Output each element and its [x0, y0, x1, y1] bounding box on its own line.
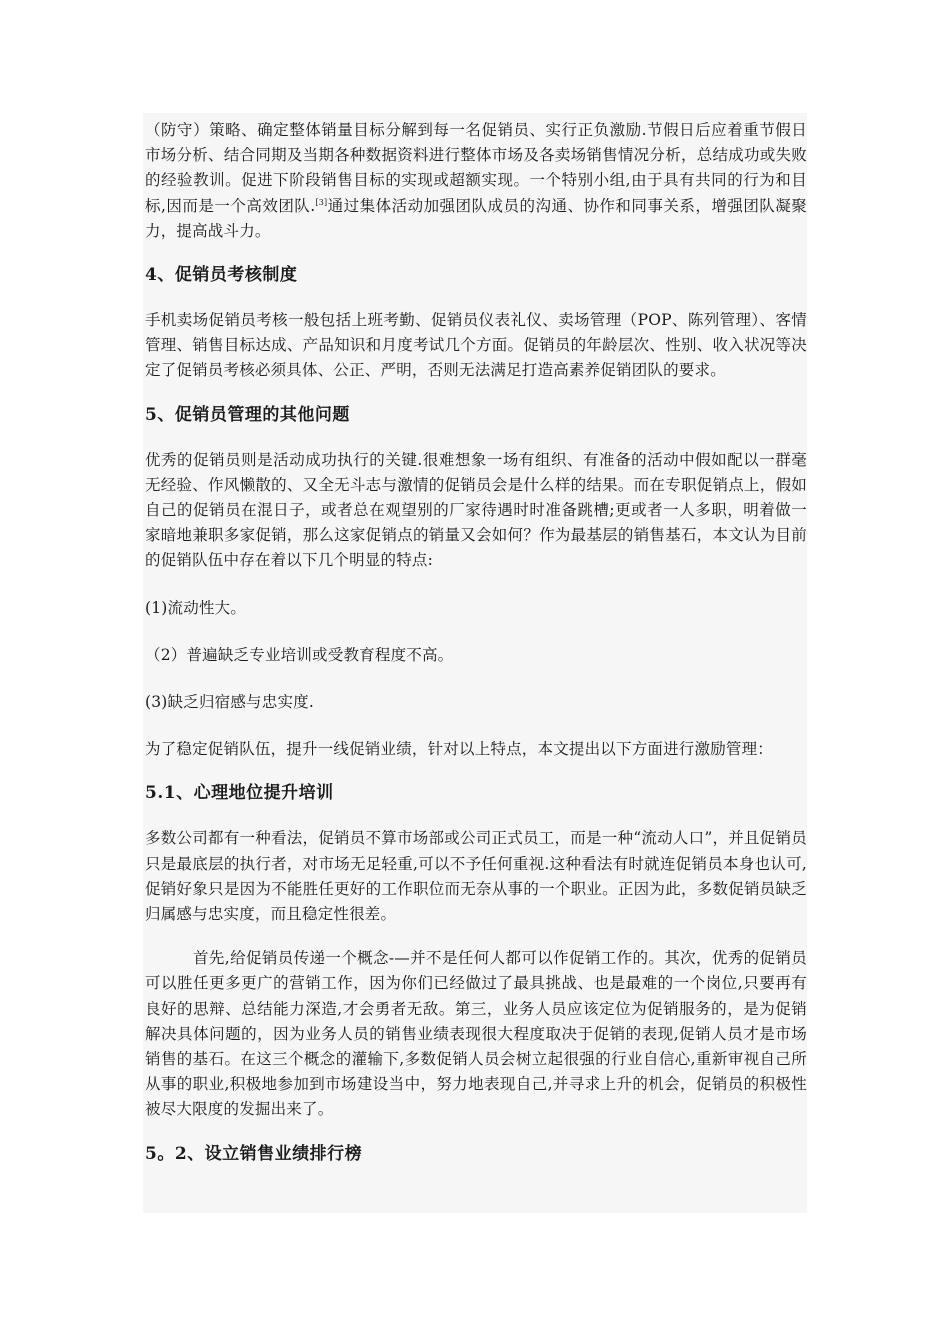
paragraph-mindset-b: 首先,给促销员传递一个概念-—并不是任何人都可以作促销工作的。其次，优秀的促销员可以胜任更多更广的营销工作，因为你们已经做过了最具挑战、也是最难的一个岗位,只要再有良好的思辩、总结能力深造,才会勇者无敌。第三，业务人员应该定位为促销服务的，是为促销解决具体问题的，因为业务人员的销售业绩表现很大程度取决于促销的表现,促销人员才是市场销售的基石。在这三个概念的灌输下,多数促销人员会树立起很强的行业自信心,重新审视自己所从事的职业,积极地参加到市场建设当中，努力地表现自己,并寻求上升的机会，促销员的积极性被尽大限度的发掘出来了。 [145, 949, 807, 1119]
section-heading-5-2: 5。2、设立销售业绩排行榜 [145, 1143, 363, 1164]
paragraph-intro [145, 118, 807, 244]
section-heading-5-1: 5.1、心理地位提升培训 [145, 783, 334, 804]
paragraph-assessment: 手机卖场促销员考核一般包括上班考勤、促销员仪表礼仪、卖场管理（POP、陈列管理）、客情管理、销售目标达成、产品知识和月度考试几个方面。促销员的年龄层次、性别、收入状况等决定了促销员考核必须具体、公正、严明，否则无法满足打造高素养促销团队的要求。 [145, 311, 807, 380]
paragraph-text: 通过集体活动加强团队成员的沟通、协作和同事关系，增强团队凝聚力，提高战斗力。 [145, 196, 807, 240]
section-heading-5: 5、促销员管理的其他问题 [145, 404, 350, 425]
document-body [145, 118, 807, 1166]
paragraph-measures: 为了稳定促销队伍，提升一线促销业绩，针对以上特点，本文提出以下方面进行激励管理： [145, 740, 774, 759]
list-item-3: (3)缺乏归宿感与忠实度. [145, 693, 314, 712]
section-heading-4: 4、促销员考核制度 [145, 265, 298, 286]
citation-ref: [3] [315, 197, 328, 207]
paragraph-mindset-a: 多数公司都有一种看法，促销员不算市场部或公司正式员工，而是一种“流动人口”，并且促销员只是最底层的执行者，对市场无足轻重,可以不予任何重视.这种看法有时就连促销员本身也认可,促销好象只是因为不能胜任更好的工作职位而无奈从事的一个职业。正因为此，多数促销员缺乏归属感与忠实度，而且稳定性很差。 [145, 829, 807, 924]
paragraph-other-issues: 优秀的促销员则是活动成功执行的关键.很难想象一场有组织、有准备的活动中假如配以一群毫无经验、作风懒散的、又全无斗志与激情的促销员会是什么样的结果。而在专职促销点上，假如自己的促销员在混日子，或者总在观望别的厂家待遇时时准备跳槽;更或者一人多职，明着做一家暗地兼职多家促销，那么这家促销点的销量又会如何？作为最基层的销售基石，本文认为目前的促销队伍中存在着以下几个明显的特点: [145, 450, 807, 570]
list-item-2: （2）普遍缺乏专业培训或受教育程度不高。 [145, 645, 454, 664]
paragraph-text: （防守）策略、确定整体销量目标分解到每一名促销员、实行正负激励.节假日后应着重节假日市场分析、结合同期及当期各种数据资料进行整体市场及各卖场销售情况分析，总结成功或失败的经验教训。促进下阶段销售目标的实现或超额实现。一个特别小组,由于具有共同的行为和目标,因而是一个高效团队. [145, 121, 807, 215]
list-item-1: (1)流动性大。 [145, 598, 247, 617]
